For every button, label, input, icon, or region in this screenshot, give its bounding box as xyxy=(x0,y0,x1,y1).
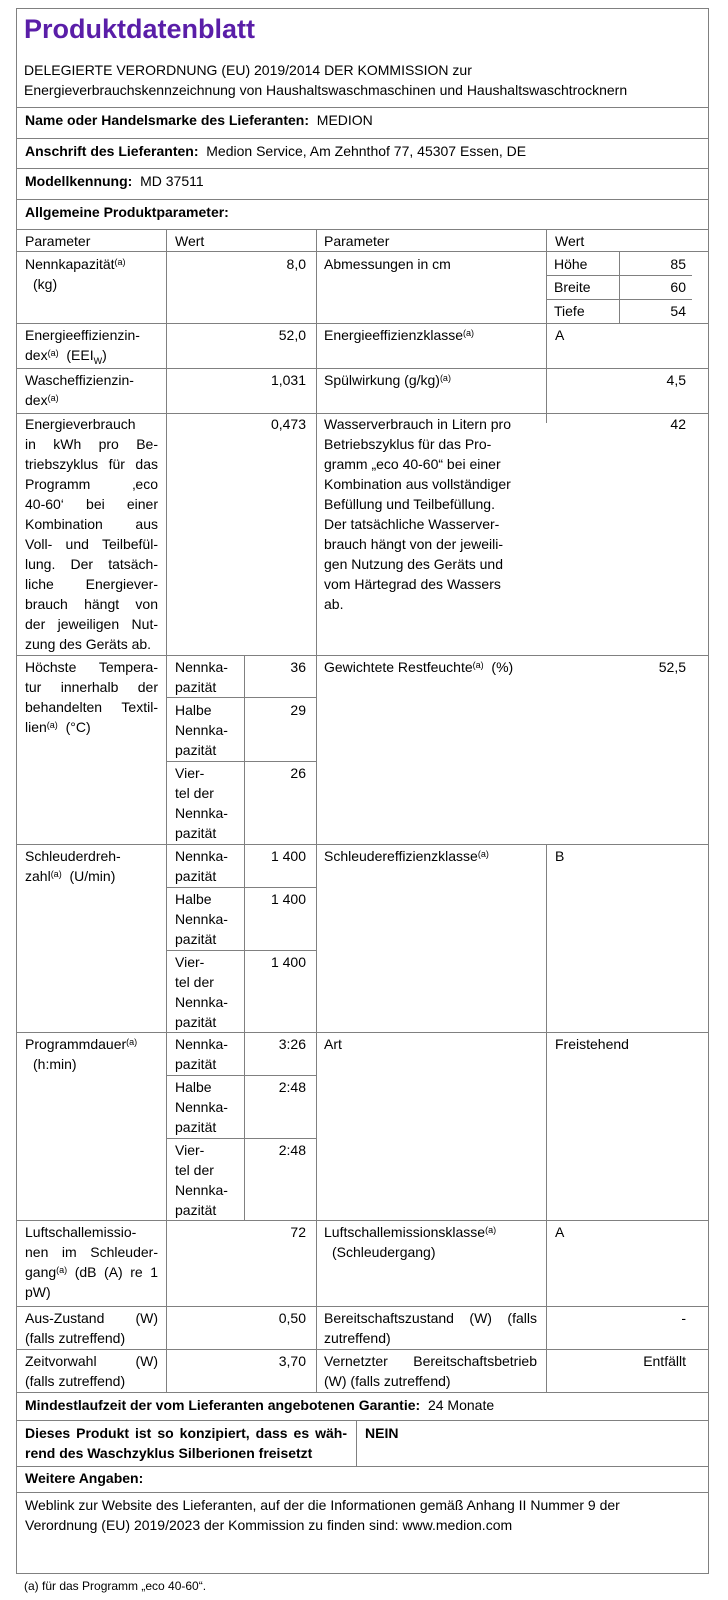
eei-value: 52,0 xyxy=(278,327,306,343)
divider xyxy=(244,1032,245,1220)
capacity-level-label: Nennka- pazität xyxy=(175,848,228,884)
max-temperature-label: Höchste Tempera- tur innerhalb der behandelten Textil- lien$^{(a)}$ (°C) xyxy=(25,659,158,735)
duration-half-value: 2:48 xyxy=(278,1079,306,1095)
standby-value: - xyxy=(681,1310,686,1326)
divider xyxy=(17,1466,708,1467)
energy-class-value: A xyxy=(555,327,565,343)
capacity-level-label: Vier- tel der Nennka- pazität xyxy=(175,1142,228,1218)
page-title: Produktdatenblatt xyxy=(24,14,256,44)
programme-duration-label: Programmdauer$^{(a)}$ (h:min) xyxy=(25,1036,138,1072)
divider xyxy=(17,1420,708,1421)
divider xyxy=(166,887,316,888)
divider xyxy=(17,1492,708,1493)
regulation-subtitle: DELEGIERTE VERORDNUNG (EU) 2019/2014 DER KOMMISSION zur Energieverbrauchskennzeichnung von Haushaltswaschmaschinen und Haushaltswaschtrocknern xyxy=(24,62,628,98)
divider xyxy=(244,844,245,1032)
divider xyxy=(17,1349,708,1350)
capacity-level-label: Vier- tel der Nennka- pazität xyxy=(175,765,228,841)
rated-capacity-label: Nennkapazität$^{(a)}$ (kg) xyxy=(25,256,126,292)
divider xyxy=(17,107,708,108)
divider xyxy=(17,251,708,252)
divider xyxy=(244,655,245,844)
supplier-row: Name oder Handelsmarke des Lieferanten: MEDION xyxy=(25,112,373,128)
type-value: Freistehend xyxy=(555,1036,629,1052)
capacity-level-label: Nennka- pazität xyxy=(175,659,228,695)
duration-full-value: 3:26 xyxy=(278,1036,306,1052)
eei-label: Energieeffizienzin- dex$^{(a)}$ $(EEI_W)$ xyxy=(25,327,140,366)
noise-class-label: Luftschallemissionsklasse$^{(a)}$ (Schleudergang) xyxy=(324,1224,497,1260)
capacity-level-label: Vier- tel der Nennka- pazität xyxy=(175,954,228,1030)
column-header: Parameter xyxy=(25,233,91,249)
rinsing-label: Spülwirkung $(g/kg)^{(a)}$ xyxy=(324,372,451,388)
divider xyxy=(166,697,316,698)
off-mode-value: 0,50 xyxy=(278,1310,306,1326)
spin-full-value: 1 400 xyxy=(270,848,306,864)
networked-standby-label: Vernetzter Bereitschaftsbetrieb (W) (falls zutreffend) xyxy=(324,1353,537,1389)
address-row: Anschrift des Lieferanten: Medion Service, Am Zehnthof 77, 45307 Essen, DE xyxy=(25,143,527,159)
capacity-level-label: Nennka- pazität xyxy=(175,1036,228,1072)
silver-ions-label: Dieses Produkt ist so konzipiert, dass es wäh- rend des Waschzyklus Silberionen freisetzt xyxy=(25,1425,347,1461)
noise-emission-label: Luftschallemissio- nen im Schleuder- gang$^{(a)}$ (dB (A) re 1 pW) xyxy=(25,1224,158,1300)
divider xyxy=(619,251,620,323)
capacity-level-label: Halbe Nennka- pazität xyxy=(175,891,228,947)
silver-ions-value: NEIN xyxy=(365,1425,399,1441)
capacity-level-label: Halbe Nennka- pazität xyxy=(175,1079,228,1135)
divider xyxy=(17,199,708,200)
rinsing-value: 4,5 xyxy=(666,372,686,388)
type-label: Art xyxy=(324,1036,342,1052)
spin-half-value: 1 400 xyxy=(270,891,306,907)
energy-class-label: Energieeffizienzklasse$^{(a)}$ xyxy=(324,327,475,343)
energy-consumption-label: Energieverbrauch in kWh pro Be- triebszyklus für das Programm ‚eco 40-60‘ bei einer Kombination aus Voll- und Teilbefül- lung. Der tatsäch- liche Energiever- brauch hängt von der jeweiligen Nut- zung des Geräts ab. xyxy=(25,416,158,652)
divider xyxy=(356,1420,357,1466)
height-value: 85 xyxy=(670,256,686,272)
washing-efficiency-value: 1,031 xyxy=(270,372,306,388)
additional-info-heading: Weitere Angaben: xyxy=(25,1470,144,1486)
temperature-quarter-value: 26 xyxy=(290,765,306,781)
divider xyxy=(17,1220,708,1221)
column-header: Parameter xyxy=(324,233,390,249)
spin-speed-label: Schleuderdreh- zahl$^{(a)}$ (U/min) xyxy=(25,848,121,884)
divider xyxy=(17,323,708,324)
divider xyxy=(17,229,708,230)
water-consumption-value: 42 xyxy=(670,416,686,432)
rated-capacity-value: 8,0 xyxy=(286,256,306,272)
footnote: (a) für das Programm „eco 40-60“. xyxy=(24,1579,207,1593)
delay-start-value: 3,70 xyxy=(278,1353,306,1369)
divider xyxy=(546,844,547,1392)
divider xyxy=(17,844,708,845)
capacity-level-label: Halbe Nennka- pazität xyxy=(175,702,228,758)
depth-label: Tiefe xyxy=(554,303,585,319)
temperature-half-value: 29 xyxy=(290,702,306,718)
residual-moisture-value: 52,5 xyxy=(658,659,686,675)
width-value: 60 xyxy=(670,279,686,295)
washing-efficiency-label: Wascheffizienzin- dex$^{(a)}$ xyxy=(25,372,134,408)
divider xyxy=(17,138,708,139)
delay-start-label: Zeitvorwahl (W) (falls zutreffend) xyxy=(25,1353,158,1389)
dimensions-label: Abmessungen in cm xyxy=(324,256,451,272)
divider xyxy=(17,1306,708,1307)
warranty-row: Mindestlaufzeit der vom Lieferanten angebotenen Garantie: 24 Monate xyxy=(25,1397,495,1413)
divider xyxy=(316,229,317,1392)
off-mode-label: Aus-Zustand (W) (falls zutreffend) xyxy=(25,1310,158,1346)
depth-value: 54 xyxy=(670,303,686,319)
width-label: Breite xyxy=(554,279,591,295)
divider xyxy=(17,1392,708,1393)
water-consumption-label: Wasserverbrauch in Litern pro Betriebszyklus für das Pro- gramm „eco 40-60“ bei einer Kombination aus vollständiger Befüllung und Teilbefüllung. Der tatsächliche Wasserver- brauch hängt von der jeweili- gen Nutzung des Geräts und vom Härtegrad des Wassers ab. xyxy=(324,416,512,612)
warranty-value: 24 Monate xyxy=(427,1397,495,1413)
duration-quarter-value: 2:48 xyxy=(278,1142,306,1158)
temperature-full-value: 36 xyxy=(290,659,306,675)
divider xyxy=(17,168,708,169)
divider xyxy=(17,1032,708,1033)
divider xyxy=(17,655,708,656)
divider xyxy=(166,950,316,951)
networked-standby-value: Entfällt xyxy=(643,1353,686,1369)
divider xyxy=(166,1138,316,1139)
divider xyxy=(166,229,167,1392)
spin-class-value: B xyxy=(555,848,565,864)
model-id: MD 37511 xyxy=(140,173,204,189)
standby-label: Bereitschaftszustand (W) (falls zutreffend) xyxy=(324,1310,537,1346)
spin-quarter-value: 1 400 xyxy=(270,954,306,970)
column-header: Wert xyxy=(175,233,205,249)
residual-moisture-label: Gewichtete Restfeuchte$^{(a)}$ (%) xyxy=(324,659,514,675)
energy-consumption-value: 0,473 xyxy=(270,416,306,432)
model-row: Modellkennung: MD 37511 xyxy=(25,173,204,189)
supplier-address: Medion Service, Am Zehnthof 77, 45307 Essen, DE xyxy=(206,143,527,159)
divider xyxy=(166,1075,316,1076)
general-params-heading: Allgemeine Produktparameter: xyxy=(25,204,229,220)
column-header: Wert xyxy=(555,233,585,249)
height-label: Höhe xyxy=(554,256,588,272)
noise-class-value: A xyxy=(555,1224,565,1240)
supplier-name: MEDION xyxy=(316,112,373,128)
spin-class-label: Schleudereffizienzklasse$^{(a)}$ xyxy=(324,848,489,864)
divider xyxy=(166,761,316,762)
weblink-text: Weblink zur Website des Lieferanten, auf der die Informationen gemäß Anhang II Nummer 9 der Verordnung (EU) 2019/2023 der Kommission zu finden sind: www.medion.com xyxy=(25,1497,620,1533)
divider xyxy=(546,229,547,423)
noise-emission-value: 72 xyxy=(290,1224,306,1240)
